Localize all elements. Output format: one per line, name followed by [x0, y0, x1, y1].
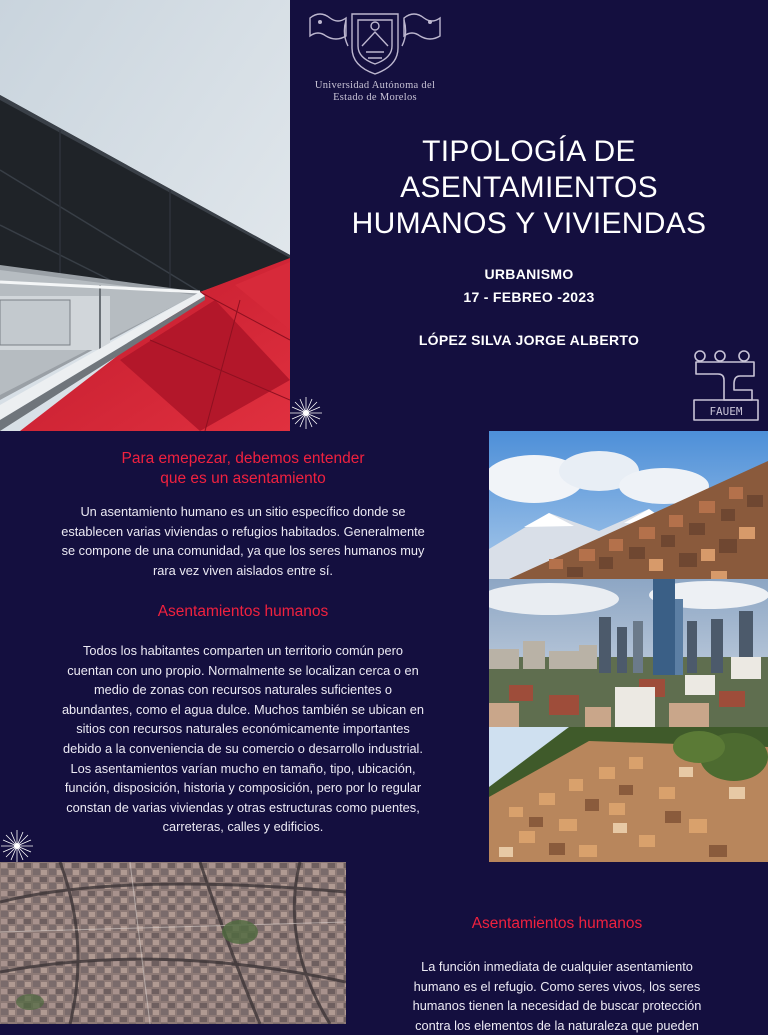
- paragraph-line: constan de varias viviendas y otras estructuras como puentes,: [66, 799, 420, 815]
- city-skyline-photo: [489, 579, 768, 727]
- paragraph-line: humanos tienen la necesidad de buscar protección: [412, 998, 702, 1014]
- university-name-line2: Estado de Morelos: [333, 92, 417, 103]
- paragraph-line: Los asentamientos varían mucho en tamaño, tipo, ubicación,: [70, 760, 416, 776]
- paragraph-line: Todos los habitantes comparten un territorio común pero: [82, 643, 404, 658]
- paragraph-line: cuentan con uno propio. Normalmente se localizan cerca o en: [67, 662, 419, 678]
- section-heading: Asentamientos humanos: [157, 603, 329, 620]
- intro-paragraph: [0, 502, 486, 580]
- author-name: LÓPEZ SILVA JORGE ALBERTO: [418, 332, 640, 348]
- section-3-paragraph: [346, 957, 768, 1035]
- paragraph-line: debido a la conveniencia de su comercio o desarrollo industrial.: [63, 740, 423, 756]
- page-title: [290, 134, 768, 242]
- title-line: ASENTAMIENTOS: [400, 171, 658, 204]
- intro-heading: [0, 449, 486, 489]
- title-line: HUMANOS Y VIVIENDAS: [351, 207, 707, 240]
- sparkle-icon: [289, 396, 323, 430]
- paragraph-line: Un asentamiento humano es un sitio específico donde se: [80, 504, 406, 519]
- subject-label: URBANISMO: [484, 266, 574, 282]
- architecture-photo: [0, 0, 290, 431]
- university-name-line1: Universidad Autónoma del: [314, 80, 436, 91]
- aerial-city-photo: [0, 862, 346, 1024]
- paragraph-line: La función inmediata de cualquier asentamiento: [421, 959, 693, 974]
- paragraph-line: rara vez viven aislados entre sí.: [153, 562, 333, 578]
- paragraph-line: establecen varias viviendas o refugios habitados. Generalmente: [61, 523, 425, 539]
- paragraph-line: se compone de una comunidad, ya que los seres humanos muy: [61, 543, 425, 559]
- paragraph-line: contra los elementos de la naturaleza que pueden: [415, 1017, 699, 1033]
- paragraph-line: humano es el refugio. Como seres vivos, los seres: [413, 978, 701, 994]
- date-label: 17 - FEBREO -2023: [463, 289, 595, 305]
- faculty-logo: [690, 348, 762, 424]
- paragraph-line: sitios con recursos naturales económicamente importantes: [76, 721, 410, 737]
- intro-heading-line: que es un asentamiento: [160, 470, 326, 487]
- paragraph-line: medio de zonas con recursos naturales suficientes o: [93, 682, 393, 698]
- mountain-settlement-photo: [489, 431, 768, 579]
- section-heading: Asentamientos humanos: [471, 915, 643, 932]
- hillside-favela-photo: [489, 727, 768, 862]
- paragraph-line: abundantes, como el agua dulce. Muchos también se ubican en: [61, 701, 425, 717]
- title-line: TIPOLOGÍA DE: [422, 135, 636, 168]
- faculty-logo-text: FAUEM: [709, 405, 743, 418]
- intro-heading-line: Para emepezar, debemos entender: [121, 450, 365, 467]
- section-2-paragraph: [0, 641, 486, 837]
- university-crest-logo: [300, 8, 450, 78]
- paragraph-line: carreteras, calles y edificios.: [162, 819, 324, 835]
- paragraph-line: función, disposición, historia y composición, pero por lo regular: [64, 780, 422, 796]
